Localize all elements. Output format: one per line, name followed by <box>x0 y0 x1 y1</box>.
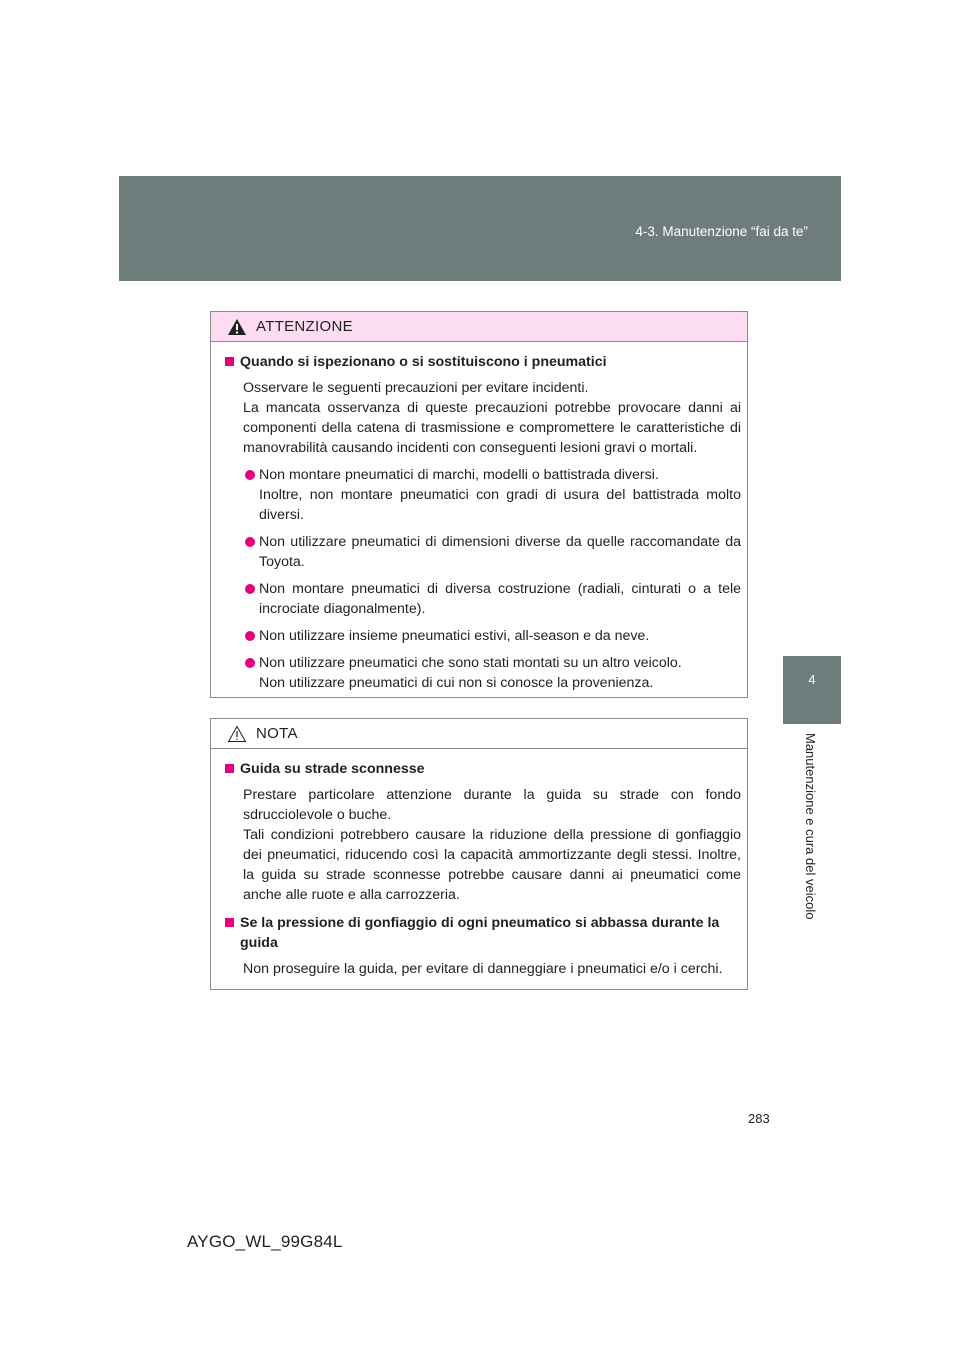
chapter-number: 4 <box>808 672 816 687</box>
caution-triangle-icon <box>227 725 247 743</box>
dot-bullet-icon <box>245 631 255 641</box>
dot-bullet-icon <box>245 470 255 480</box>
note-body <box>211 749 747 979</box>
dot-bullet-icon <box>245 537 255 547</box>
dot-bullet-icon <box>245 658 255 668</box>
warning-body <box>211 342 747 693</box>
list-item: Non montare pneumatici di diversa costruzione (radiali, cinturati o a tele incrociate diagonalmente). <box>243 579 741 619</box>
list-item: Non utilizzare insieme pneumatici estivi, all-season e da neve. <box>243 626 741 646</box>
note-paragraph: Prestare particolare attenzione durante la guida su strade con fondo sdrucciolevole o buche. Tali condizioni potrebbero causare la riduzione della pressione di gonfiaggio dei pneumatici, riducendo così la capacità ammortizzante degli stessi. Inoltre, la guida su strade sconnesse potrebbe causare danni ai pneumatici come anche alle ruote e alla carrozzeria. <box>243 787 741 903</box>
warning-header <box>211 312 747 342</box>
square-bullet-icon <box>225 918 234 927</box>
page-number: 283 <box>748 1111 770 1126</box>
chapter-tab <box>783 656 841 724</box>
warning-box <box>210 311 748 698</box>
warning-intro: Osservare le seguenti precauzioni per evitare incidenti. La mancata osservanza di queste precauzioni potrebbe provocare danni ai componenti della catena di trasmissione e compromettere le caratteristiche di manovrabilità causando incidenti con conseguenti lesioni gravi o mortali. <box>243 380 741 456</box>
section-title: 4-3. Manutenzione “fai da te” <box>635 224 808 239</box>
note-paragraph: Non proseguire la guida, per evitare di danneggiare i pneumatici e/o i cerchi. <box>243 961 723 977</box>
dot-bullet-icon <box>245 584 255 594</box>
warning-triangle-icon <box>227 318 247 336</box>
header-band <box>119 176 841 281</box>
square-bullet-icon <box>225 764 234 773</box>
list-item: Non utilizzare pneumatici di dimensioni diverse da quelle raccomandate da Toyota. <box>243 532 741 572</box>
list-item: Non montare pneumatici di marchi, modelli o battistrada diversi. Inoltre, non montare pneumatici con gradi di usura del battistrada molto diversi. <box>243 465 741 525</box>
warning-heading: ATTENZIONE <box>256 318 353 335</box>
square-bullet-icon <box>225 357 234 366</box>
note-header <box>211 719 747 749</box>
list-item: Non utilizzare pneumatici che sono stati montati su un altro veicolo. Non utilizzare pneumatici di cui non si conosce la provenienza. <box>243 653 741 693</box>
chapter-label: Manutenzione e cura del veicolo <box>803 733 818 920</box>
note-section-title: Guida su strade sconnesse <box>225 759 741 779</box>
note-box <box>210 718 748 990</box>
note-heading: NOTA <box>256 725 298 742</box>
document-code: AYGO_WL_99G84L <box>187 1232 343 1251</box>
warning-section-title: Quando si ispezionano o si sostituiscono i pneumatici <box>225 352 741 372</box>
note-section-title: Se la pressione di gonfiaggio di ogni pneumatico si abbassa durante la guida <box>225 913 741 953</box>
